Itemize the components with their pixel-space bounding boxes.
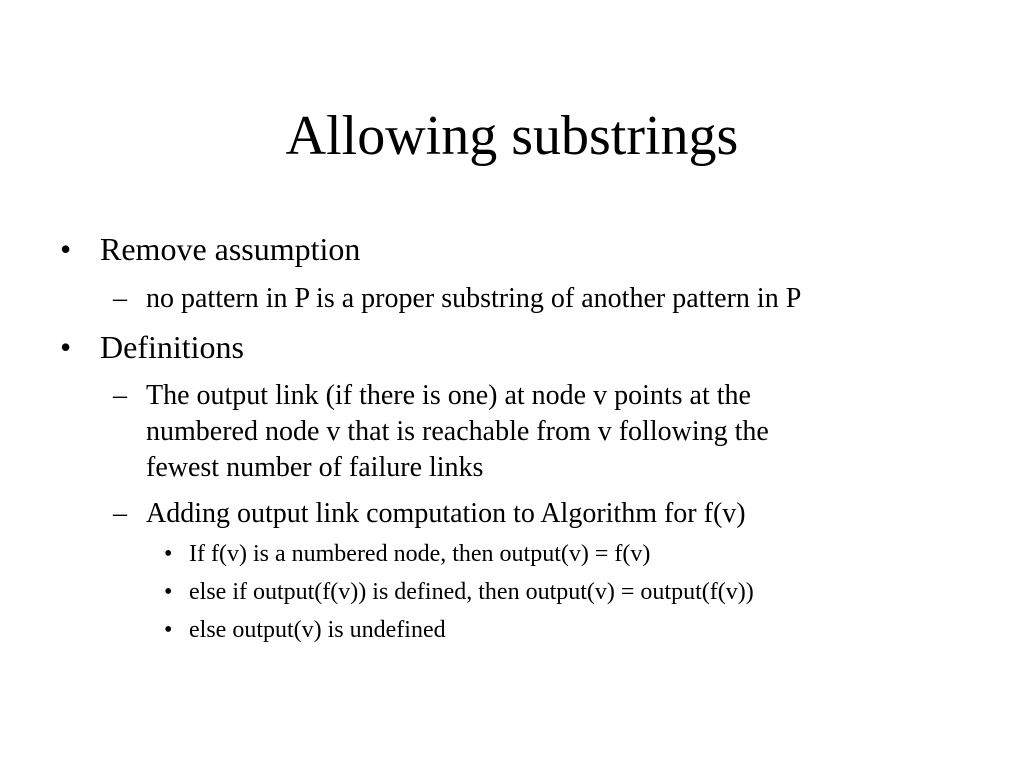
sub-bullet-output-link <box>113 378 963 486</box>
sub-bullet-adding-output-link <box>113 496 963 532</box>
dash-marker: – <box>113 283 127 314</box>
sub-bullet-line-1: The output link (if there is one) at node v points at the <box>146 380 751 411</box>
bullet-text: Definitions <box>100 329 244 365</box>
bullet-marker: • <box>164 617 173 643</box>
bullet-marker: • <box>60 329 72 365</box>
sub-sub-bullet-text: If f(v) is a numbered node, then output(v) = f(v) <box>189 541 651 567</box>
sub-bullet-text: no pattern in P is a proper substring of another pattern in P <box>146 283 802 314</box>
sub-sub-bullet-output-defined <box>164 577 754 607</box>
sub-sub-bullet-numbered-node <box>164 539 650 569</box>
sub-bullet-text: Adding output link computation to Algorithm for f(v) <box>146 498 746 529</box>
bullet-marker: • <box>164 541 173 567</box>
bullet-text: Remove assumption <box>100 231 361 267</box>
bullet-marker: • <box>60 231 72 267</box>
sub-sub-bullet-text: else if output(f(v)) is defined, then output(v) = output(f(v)) <box>189 579 754 605</box>
bullet-definitions <box>60 328 244 366</box>
slide-title: Allowing substrings <box>285 105 739 167</box>
bullet-remove-assumption <box>60 230 360 268</box>
bullet-marker: • <box>164 579 173 605</box>
sub-bullet-no-pattern <box>113 281 963 317</box>
dash-marker: – <box>113 498 127 529</box>
sub-sub-bullet-undefined <box>164 615 446 645</box>
sub-bullet-line-2: numbered node v that is reachable from v following the <box>146 416 769 447</box>
dash-marker: – <box>113 380 127 411</box>
sub-sub-bullet-text: else output(v) is undefined <box>189 617 446 643</box>
sub-bullet-line-3: fewest number of failure links <box>146 452 484 483</box>
sub-bullet-text <box>146 378 936 486</box>
